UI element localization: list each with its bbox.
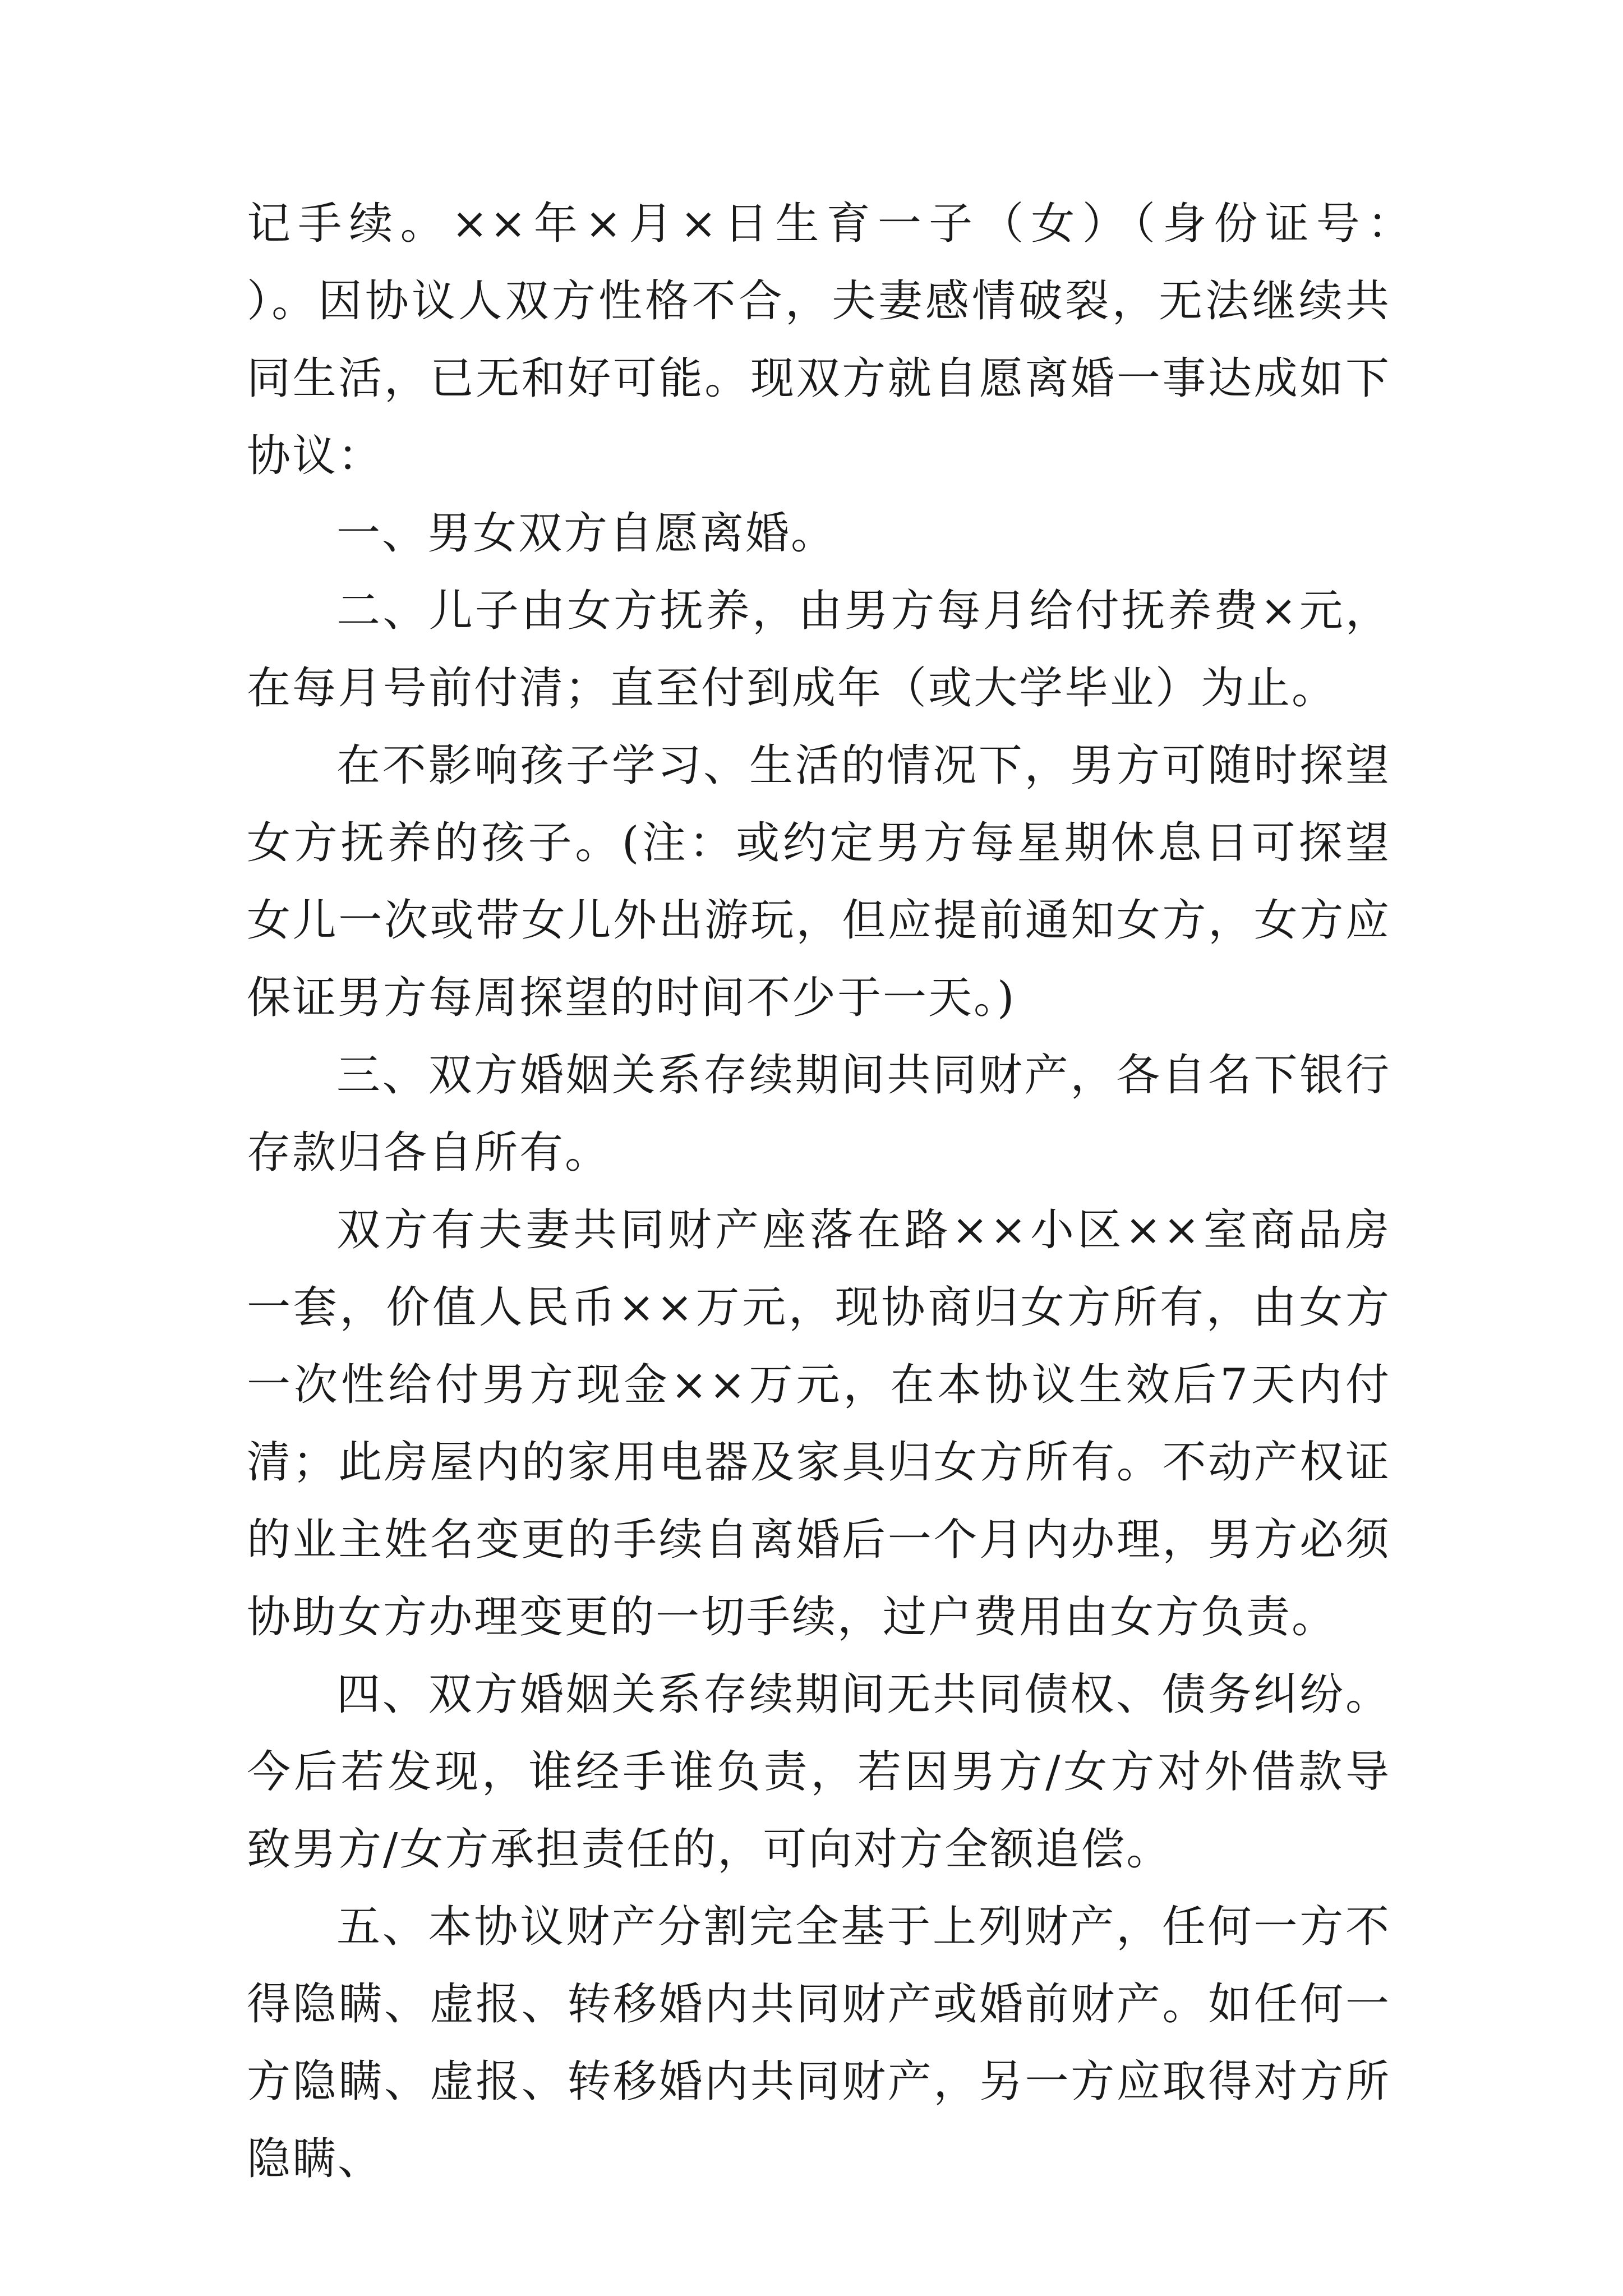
document-body: [247, 185, 1482, 2198]
paragraph-clause-4: 四、双方婚姻关系存续期间无共同债权、债务纠纷。今后若发现，谁经手谁负责，若因男方/女方对外借款导致男方/女方承担责任的，可向对方全额追偿。: [247, 1669, 1391, 1875]
paragraph-intro: 记手续。××年×月×日生育一子（女）（身份证号： ）。因协议人双方性格不合，夫妻感情破裂，无法继续共同生活，已无和好可能。现双方就自愿离婚一事达成如下协议：: [247, 199, 1482, 481]
paragraph-clause-2: 二、儿子由女方抚养，由男方每月给付抚养费×元，在每月号前付清；直至付到成年（或大学毕业）为止。: [247, 586, 1391, 714]
paragraph-clause-3: 三、双方婚姻关系存续期间共同财产，各自名下银行存款归各自所有。: [247, 1050, 1391, 1178]
paragraph-visitation: 在不影响孩子学习、生活的情况下，男方可随时探望女方抚养的孩子。(注：或约定男方每星期休息日可探望女儿一次或带女儿外出游玩，但应提前通知女方，女方应保证男方每周探望的时间不少于一天。): [247, 740, 1391, 1023]
paragraph-property: 双方有夫妻共同财产座落在路××小区××室商品房一套，价值人民币××万元，现协商归女方所有，由女方一次性给付男方现金××万元，在本协议生效后7天内付清；此房屋内的家用电器及家具归女方所有。不动产权证的业主姓名变更的手续自离婚后一个月内办理，男方必须协助女方办理变更的一切手续，过户费用由女方负责。: [247, 1205, 1391, 1642]
paragraph-clause-5: 五、本协议财产分割完全基于上列财产，任何一方不得隐瞒、虚报、转移婚内共同财产或婚前财产。如任何一方隐瞒、虚报、转移婚内共同财产，另一方应取得对方所隐瞒、: [247, 1902, 1391, 2184]
paragraph-clause-1: 一、男女双方自愿离婚。: [336, 508, 837, 559]
